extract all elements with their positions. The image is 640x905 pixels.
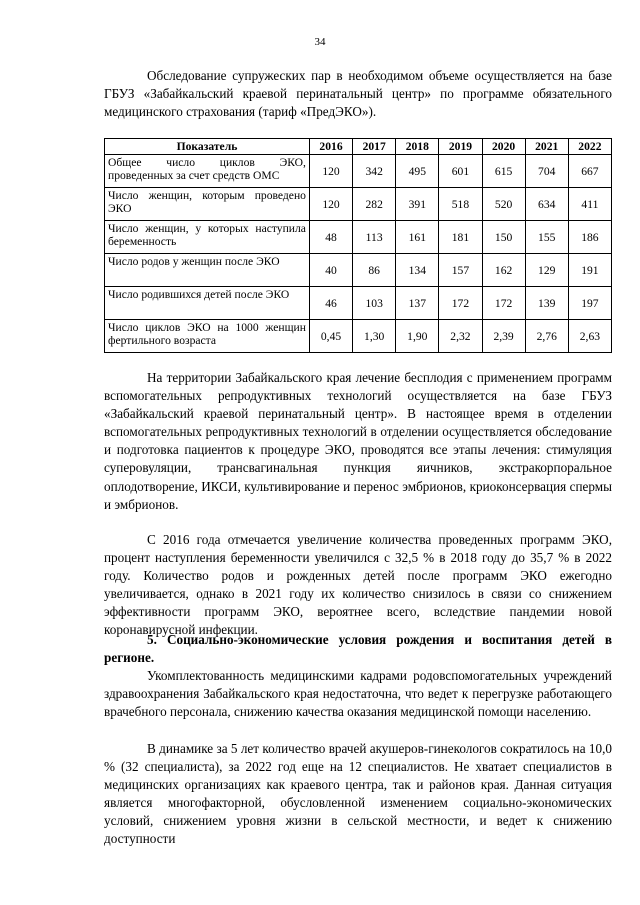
table-cell: 2,39 <box>482 320 525 353</box>
table-cell: 137 <box>396 287 439 320</box>
paragraph-obstetricians: В динамике за 5 лет количество врачей акушеров-гинекологов сократилось на 10,0 % (32 специалиста), за 2022 год еще на 12 специалистов. Не хватает специалистов в медицинских организациях как краевого центра, так и районов края. Данная ситуация является многофакторной, обусловленной изменением социально-экономических условий, снижением уровня жизни в сельской местности, и ведет к снижению доступности <box>104 741 612 847</box>
column-header-year: 2020 <box>482 139 525 155</box>
table-cell: 120 <box>309 188 352 221</box>
column-header-year: 2016 <box>309 139 352 155</box>
table-cell: 391 <box>396 188 439 221</box>
table-cell: 520 <box>482 188 525 221</box>
table-cell: 2,63 <box>568 320 611 353</box>
table-cell: 2,32 <box>439 320 482 353</box>
column-header-year: 2021 <box>525 139 568 155</box>
column-header-year: 2022 <box>568 139 611 155</box>
table-cell: 46 <box>309 287 352 320</box>
table-cell: 495 <box>396 155 439 188</box>
table-cell: 186 <box>568 221 611 254</box>
table-cell: 103 <box>353 287 396 320</box>
table-cell: 134 <box>396 254 439 287</box>
column-header-year: 2017 <box>353 139 396 155</box>
table-cell: 1,30 <box>353 320 396 353</box>
table-cell: 113 <box>353 221 396 254</box>
column-header-year: 2019 <box>439 139 482 155</box>
table-cell: 40 <box>309 254 352 287</box>
table-cell: 129 <box>525 254 568 287</box>
paragraph-staffing: Укомплектованность медицинскими кадрами родовспомогательных учреждений здравоохранения Забайкальского края недостаточна, что ведет к перегрузке работающего врачебного персонала, снижению качества оказания медицинской помощи населению. <box>104 668 612 720</box>
table-cell: 181 <box>439 221 482 254</box>
table-row <box>105 320 612 353</box>
table-cell: 634 <box>525 188 568 221</box>
table-cell: 518 <box>439 188 482 221</box>
table-cell: 161 <box>396 221 439 254</box>
table-cell: 191 <box>568 254 611 287</box>
table-cell: 139 <box>525 287 568 320</box>
table-cell: 2,76 <box>525 320 568 353</box>
table-cell: 197 <box>568 287 611 320</box>
table-cell: 172 <box>439 287 482 320</box>
table-cell: 704 <box>525 155 568 188</box>
table-cell: 150 <box>482 221 525 254</box>
row-label: Число родов у женщин после ЭКО <box>105 254 310 287</box>
table-row <box>105 221 612 254</box>
table-header-row <box>105 139 612 155</box>
table-cell: 615 <box>482 155 525 188</box>
ivf-statistics-table <box>104 138 612 353</box>
row-label: Число женщин, которым проведено ЭКО <box>105 188 310 221</box>
paragraph-ivf-treatment: На территории Забайкальского края лечение бесплодия с применением программ вспомогательных репродуктивных технологий осуществляется на базе ГБУЗ «Забайкальский краевой перинатальный центр». В настоящее время в отделении вспомогательных репродуктивных технологий в отделении осуществляется обследование и подготовка пациентов к процедуре ЭКО, проводятся все этапы лечения: стимуляция суперовуляции, трансвагинальная пункция яичников, экстракорпоральное оплодотворение, ИКСИ, культивирование и перенос эмбрионов, криоконсервация спермы и эмбрионов. <box>104 370 612 512</box>
table-cell: 86 <box>353 254 396 287</box>
table-cell: 342 <box>353 155 396 188</box>
table-cell: 48 <box>309 221 352 254</box>
table-row <box>105 155 612 188</box>
paragraph-ivf-trend: С 2016 года отмечается увеличение количества проведенных программ ЭКО, процент наступления беременности увеличился с 32,5 % в 2018 году до 35,7 % в 2022 году. Количество родов и рожденных детей после программ ЭКО ежегодно увеличивается, однако в 2021 году их количество снизилось в связи со снижением эффективности программ ЭКО, вероятнее всего, вследствие пандемии новой коронавирусной инфекции. <box>104 532 612 638</box>
table-row <box>105 188 612 221</box>
row-label: Число родившихся детей после ЭКО <box>105 287 310 320</box>
table-row <box>105 254 612 287</box>
table-cell: 1,90 <box>396 320 439 353</box>
column-header-indicator: Показатель <box>105 139 310 155</box>
table-cell: 0,45 <box>309 320 352 353</box>
column-header-year: 2018 <box>396 139 439 155</box>
table-cell: 157 <box>439 254 482 287</box>
table-cell: 282 <box>353 188 396 221</box>
table-row <box>105 287 612 320</box>
page-number: 34 <box>314 36 326 48</box>
row-label: Общее число циклов ЭКО, проведенных за счет средств ОМС <box>105 155 310 188</box>
table-cell: 120 <box>309 155 352 188</box>
table-cell: 172 <box>482 287 525 320</box>
section-heading: 5. Социально-экономические условия рождения и воспитания детей в регионе. <box>104 632 612 666</box>
table-cell: 601 <box>439 155 482 188</box>
table-cell: 162 <box>482 254 525 287</box>
intro-paragraph: Обследование супружеских пар в необходимом объеме осуществляется на базе ГБУЗ «Забайкальский краевой перинатальный центр» по программе обязательного медицинского страхования (тариф «ПредЭКО»). <box>104 68 612 120</box>
table-cell: 411 <box>568 188 611 221</box>
table-cell: 155 <box>525 221 568 254</box>
row-label: Число циклов ЭКО на 1000 женщин фертильного возраста <box>105 320 310 353</box>
row-label: Число женщин, у которых наступила беременность <box>105 221 310 254</box>
table-cell: 667 <box>568 155 611 188</box>
